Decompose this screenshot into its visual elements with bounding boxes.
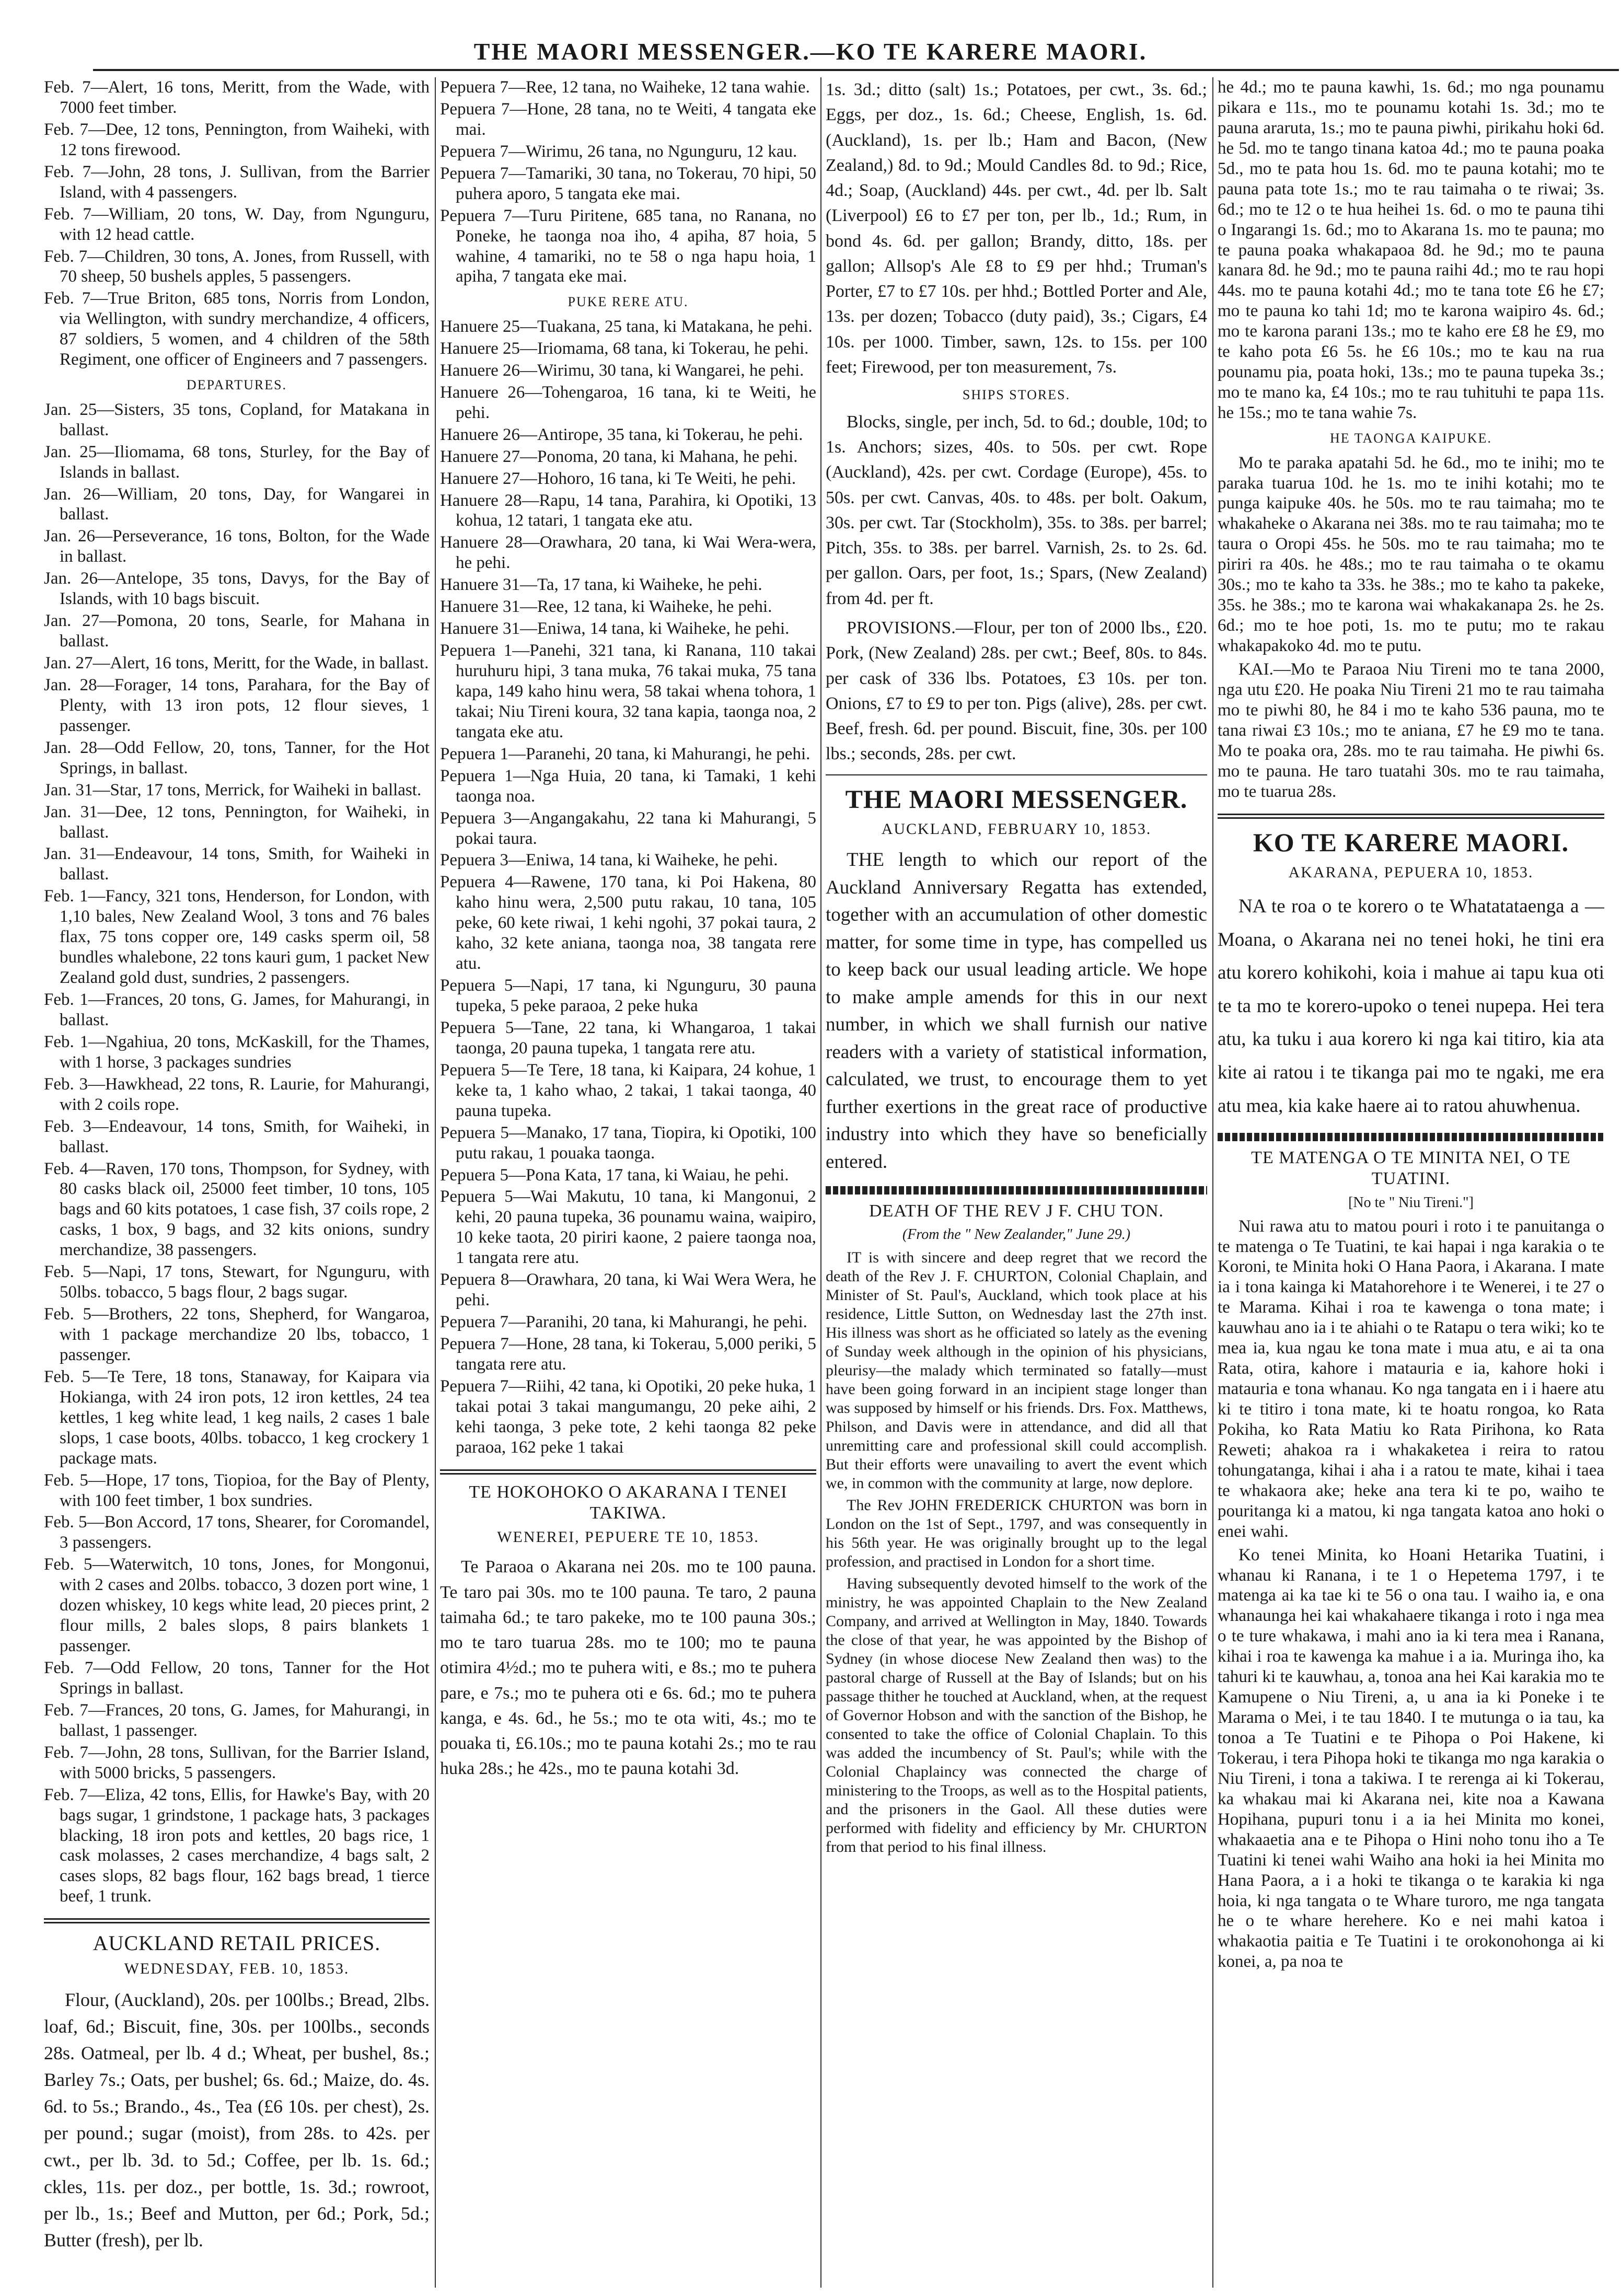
shipping-entry: Hanuere 28—Rapu, 14 tana, Parahira, ki Opotiki, 13 kohua, 12 tatari, 1 tangata eke atu. [440, 491, 816, 530]
arrivals-list-maori [440, 77, 816, 287]
shipping-entry: Feb. 7—Dee, 12 tons, Pennington, from Waiheki, with 12 tons firewood. [44, 120, 430, 159]
running-head [0, 0, 1621, 63]
departures-list [44, 400, 430, 1907]
obituary-source-maori: [No te " Niu Tireni."] [1348, 1194, 1474, 1211]
shipping-entry: Feb. 5—Waterwitch, 10 tons, Jones, for Mongonui, with 2 cases and 20lbs. tobacco, 3 dozen port wine, 1 dozen whiskey, 10 kegs white lead, 20 pieces print, 2 flour mills, 2 bales slops, 8 pairs blankets 1 passenger. [44, 1555, 430, 1656]
shipping-entry: Hanuere 28—Orawhara, 20 tana, ki Wai Wera-wera, he pehi. [440, 533, 816, 573]
shipping-entry: Jan. 26—William, 20 tons, Day, for Wangarei in ballast. [44, 484, 430, 524]
shipping-entry: Jan. 27—Pomona, 20 tons, Searle, for Mahana in ballast. [44, 611, 430, 651]
departures-list-maori [440, 317, 816, 1458]
shipping-entry: Feb. 1—Fancy, 321 tons, Henderson, for London, with 1,10 bales, New Zealand Wool, 3 tons and 76 bales flax, 75 tons copper ore, 149 casks sperm oil, 58 bundles whalebone, 22 tons kauri gum, 1 packet New Zealand gold dust, sundries, 2 passengers. [44, 887, 430, 988]
shipping-entry: Jan. 28—Forager, 14 tons, Parahara, for the Bay of Plenty, with 13 iron pots, 12 flour sieves, 1 passenger. [44, 675, 430, 735]
shipping-entry: Hanuere 25—Iriomama, 68 tana, ki Tokerau, he pehi. [440, 339, 809, 358]
shipping-entry: Pepuera 5—Manako, 17 tana, Tiopira, ki Opotiki, 100 putu rakau, 1 pouaka taonga. [440, 1123, 816, 1163]
shipping-entry: Hanuere 25—Tuakana, 25 tana, ki Matakana, he pehi. [440, 317, 813, 337]
dateline-maori: AKARANA, PEPUERA 10, 1853. [1288, 863, 1534, 881]
header-rule [93, 69, 1619, 71]
ships-stores-text: Blocks, single, per inch, 5d. to 6d.; double, 10d; to 1s. Anchors; sizes, 40s. to 50s. per cwt. Rope (Auckland), 42s. per cwt. Cordage (Europe), 45s. to 50s. per cwt. Canvas, 40s. to 48s. per bolt. Oakum, 30s. per cwt. Tar (Stockholm), 35s. to 38s. per barrel; Pitch, 35s. to 38s. per barrel. Varnish, 2s. to 2s. 6d. per gallon. Oars, per foot, 1s.; Spars, (New Zealand) from 4d. per ft. [826, 412, 1207, 608]
shipping-entry: Feb. 7—Children, 30 tons, A. Jones, from Russell, with 70 sheep, 50 bushels apples, 5 passengers. [44, 247, 430, 286]
section-rule [440, 1469, 816, 1475]
shipping-entry: Pepuera 5—Wai Makutu, 10 tana, ki Mangonui, 2 kehi, 20 pauna tupeka, 36 pounamu waina, waipiro, 10 keke taota, 20 piriri kaone, 2 paiere taonga noa, 1 tangata rere atu. [440, 1187, 816, 1268]
shipping-entry: Pepuera 7—Paranihi, 20 tana, ki Mahurangi, he pehi. [440, 1313, 807, 1332]
shipping-entry: Jan. 25—Sisters, 35 tons, Copland, for Matakana in ballast. [44, 400, 430, 439]
departures-heading: DEPARTURES. [186, 377, 287, 393]
shipping-entry: Hanuere 31—Eniwa, 14 tana, ki Waiheke, he pehi. [440, 619, 790, 639]
shipping-entry: Feb. 7—Eliza, 42 tons, Ellis, for Hawke's Bay, with 20 bags sugar, 1 grindstone, 1 package hats, 3 packages blacking, 18 iron pots and kettles, 20 bags rice, 1 cask molasses, 2 cases merchandize, 4 bags salt, 2 cases slops, 82 bags flour, 162 bags bread, 1 tierce beef, 1 trunk. [44, 1785, 430, 1906]
shipping-entry: Pepuera 1—Nga Huia, 20 tana, ki Tamaki, 1 kehi taonga noa. [440, 766, 816, 806]
section-rule [826, 774, 1207, 775]
column-divider [1212, 77, 1213, 2288]
shipping-entry: Pepuera 7—Wirimu, 26 tana, no Ngunguru, 12 kau. [440, 142, 797, 161]
departures-heading-maori: PUKE RERE ATU. [568, 294, 689, 310]
shipping-entry: Feb. 7—Odd Fellow, 20 tons, Tanner for the Hot Springs in ballast. [44, 1659, 430, 1698]
shipping-entry: Feb. 7—True Briton, 685 tons, Norris from London, via Wellington, with sundry merchandize, 4 officers, 87 soldiers, 5 women, and 4 children of the 58th Regiment, one officer of Engineers and 7 passengers. [44, 289, 430, 369]
ships-stores-heading: SHIPS STORES. [962, 387, 1071, 403]
masthead-english: THE MAORI MESSENGER. [845, 784, 1188, 814]
shipping-entry: Jan. 31—Star, 17 tons, Merrick, for Waiheki in ballast. [44, 780, 422, 799]
shipping-entry: Feb. 1—Frances, 20 tons, G. James, for Mahurangi, in ballast. [44, 990, 430, 1029]
shipping-entry: Pepuera 7—Turu Piritene, 685 tana, no Ranana, no Poneke, he taonga noa iho, 4 apiha, 87 hoia, 5 wahine, 4 tamariki, no te 58 o nga hapu hoia, 1 apiha, 7 tangata eke mai. [440, 206, 816, 286]
shipping-entry: Hanuere 31—Ree, 12 tana, ki Waiheke, he pehi. [440, 597, 772, 617]
shipping-entry: Feb. 5—Te Tere, 18 tons, Stanaway, for Kaipara via Hokianga, with 24 iron pots, 12 iron kettles, 24 tea kettles, 1 keg white lead, 1 keg nails, 2 cases 1 bale slops, 1 case boots, 40lbs. tobacco, 1 keg crockery 1 package mats. [44, 1367, 430, 1468]
obituary-paragraph: Nui rawa atu to matou pouri i roto i te panuitanga o te matenga o Te Tuatini, te kai hapai i nga karakia o te Koroni, te Minita hoki O Hana Paora, i Akarana. I mate ia i tona kainga ki Matahorehore i te Wenerei, i te 27 o te Marama. Kihai i roa te kawenga o tona mate; i kauwhau ano ia i te ahiahi o te Ratapu o tera wiki; ko te mea ia, kua ngau ke tona mate i mua atu, e ai ta ona Rata, otira, kahore i matauria e ia, kahore hoki i matauria e tona whanau. Ko nga tangata en i i haere atu ki te titiro i tona mate, ki te hoatu rongoa, ko Rata Pokiha, ko Rata Matiu ko Rata Pirihona, ko Rata Reweti; ahakoa ra i whakaketea i reira to ratou tohungatanga, kihai i aha i a ratou te mate, kihai i taea te whakaora ake; heke ana tera ki te po, waiho te pouritanga ki a matou, ki nga tangata katoa ano hoki o enei wahi. [1218, 1216, 1604, 1541]
retail-prices-continued-maori: he 4d.; mo te pauna kawhi, 1s. 6d.; mo nga pounamu pikara e 11s., mo te pounamu kotahi 1s. 3d.; mo te pauna araruta, 1s.; mo te pauna piwhi, pirikahu hoki 6d. he 5d. mo te tango tinana katoa 4d.; mo te pauna poaka 5d., mo te pata hou 1s. 6d. mo te pauna kotahi; mo te pauna pata tote 1s.; mo te rau taimaha o te riwai; 3s. 6d.; mo te 12 o te hua heihei 1s. 6d. o mo te pauna tihi o Ingarangi 1s. 6d.; mo to Akarana 1s. mo te pauna; mo te pauna poaka whakapaoa 8d. he 9d.; mo te pauna kanara 8d. he 9d.; mo te pauna raihi 4d.; mo te rau hopi 44s. mo te pauna kotahi 4d.; mo te tana tote £6 he £7; mo te pauna ko tahi 1d; mo te karona waipiro 4s. 6d.; mo te karona parani 13s.; mo te kaho ere £8 he £9, mo te kaho pota £6 5s. he £6 10s.; mo te kau na rua pounamu pia, poata hoki, 13s.; mo te pauna tupeka 3s.; mo te mano ka, £4 10s.; mo te rau tuhituhi te papa 11s. he 15s.; mo te tana wahie 7s. [1218, 78, 1604, 422]
editorial-maori: NA te roa o te korero o te Whatatataenga a — Moana, o Akarana nei no tenei hoki, he tini era atu korero kohikohi, koia i mahue ai tapu kua oti te ta mo te korero-upoko o tenei nupepa. Hei tera atu, ka tuku i aua korero ki nga kai titiro, kia ata kite ai ratou i te tikanga pai mo te ngaki, me era atu mea, kia kake haere ai to ratou ahuwhenua. [1218, 895, 1604, 1117]
provisions-text-maori: KAI.—Mo te Paraoa Niu Tireni mo te tana 2000, nga utu £20. He poaka Niu Tireni 21 mo te rau taimaha mo te piwhi 80, he 84 i mo te kaho 536 pauna, mo te tana riwai £3 10s.; mo te aniana, £7 he £9 mo te tana. Mo te poaka ora, 28s. mo te rau taimaha. He piwhi 6s. mo te pauna. He taro tuatahi 30s. mo te rau taimaha, mo te tuarua 28s. [1218, 659, 1604, 801]
column-divider [820, 77, 821, 2288]
column-1 [44, 77, 430, 2288]
column-2 [440, 77, 816, 2288]
shipping-entry: Jan. 26—Perseverance, 16 tons, Bolton, for the Wade in ballast. [44, 527, 430, 566]
shipping-entry: Hanuere 27—Hohoro, 16 tana, ki Te Weiti, he pehi. [440, 469, 796, 488]
column-3 [826, 77, 1207, 2288]
shipping-entry: Jan. 26—Antelope, 35 tons, Davys, for the Bay of Islands, with 10 bags biscuit. [44, 569, 430, 609]
provisions-text: PROVISIONS.—Flour, per ton of 2000 lbs., £20. Pork, (New Zealand) 28s. per cwt.; Beef, 80s. to 84s. per cask of 336 lbs. Potatoes, £3 10s. per ton. Onions, £7 to £9 to per ton. Pigs (alive), 28s. per cwt. Beef, fresh. 6d. per pound. Biscuit, fine, 30s. per 100 lbs.; seconds, 28s. per cwt. [826, 618, 1207, 764]
shipping-entry: Hanuere 31—Ta, 17 tana, ki Waiheke, he pehi. [440, 575, 762, 595]
shipping-entry: Pepuera 5—Te Tere, 18 tana, ki Kaipara, 24 kohue, 1 keke ta, 1 kaho whao, 2 takai, 1 takai taonga, 40 pauna tupeka. [440, 1060, 816, 1120]
obituary-paragraph: The Rev JOHN FREDERICK CHURTON was born in London on the 1st of Sept., 1797, and was consequently in his 56th year. He was originally brought up to the legal profession, and practised in London for a short time. [826, 1497, 1207, 1571]
dateline-english: AUCKLAND, FEBRUARY 10, 1853. [881, 820, 1152, 838]
retail-prices-title-maori: TE HOKOHOKO O AKARANA I TENEI TAKIWA. [469, 1482, 788, 1523]
shipping-entry: Jan. 31—Endeavour, 14 tons, Smith, for Waiheki in ballast. [44, 844, 430, 884]
shipping-entry: Pepuera 4—Rawene, 170 tana, ki Poi Hakena, 80 kaho hinu wera, 2,500 putu rakau, 10 tana, 105 peke, 60 kete riwai, 1 kehi ngohi, 37 pokai taura, 2 kaho, 32 kete aniana, taonga noa, 38 tangata rere atu. [440, 873, 816, 973]
shipping-entry: Feb. 5—Bon Accord, 17 tons, Shearer, for Coromandel, 3 passengers. [44, 1513, 430, 1552]
shipping-entry: Pepuera 7—Hone, 28 tana, no te Weiti, 4 tangata eke mai. [440, 99, 816, 139]
shipping-entry: Feb. 3—Hawkhead, 22 tons, R. Laurie, for Mahurangi, with 2 coils rope. [44, 1074, 430, 1114]
shipping-entry: Jan. 28—Odd Fellow, 20, tons, Tanner, for the Hot Springs, in ballast. [44, 738, 430, 778]
obituary-paragraph: Ko tenei Minita, ko Hoani Hetarika Tuatini, i whanau ki Ranana, i te 1 o Hepetema 1797, i te matenga ai ka tae ki te 56 o ona tau. I waiho ia, e ona whanaunga hei kai whakahaere tikanga i roto i nga mea o te ture whakawa, i mahi ano ia ki tera mea i Ranana, kihai i roa te kawenga ka mahue i a ia. Muringa iho, ka tahuri ki te kauwhau, a, tonoa ana hei Kai karakia mo te Kamupene o Niu Tireni, a, u ana ia ki Poneke i te Marama o Mei, i te tau 1840. I te mutunga o ia tau, ka tonoa a Te Tuatini e te Pihopa o Poi Hakene, ki Tokerau, i tera Pihopa hoki te tikanga mo nga karakia o Niu Tireni, i tona a takiwa. I te rerenga ai ki Tokerau, ka whakau mai ki Akarana nei, kite noa a Kawana Hopihana, pupuri tonu i a ia hei Minita mo konei, whakaaetia ana e te Pihopa o Hini noho tonu iho a Te Tuatini ki tenei wahi Waiho ana hoki ia hei Minita mo Hana Paora, a i a hoki te tikanga o te karakia ki nga hoia, ki nga tangata o te Whare turoro, me nga tangata he o te whare herehere. Ko e nei mahi katoa i whakaotia paitia e Te Tuatini i te orokonohonga ai ki konei, a, pa noa te [1218, 1545, 1604, 1972]
column-4 [1218, 77, 1604, 2288]
ships-stores-text-maori: Mo te paraka apatahi 5d. he 6d., mo te inihi; mo te paraka tuarua 10d. he 1s. mo te inihi kotahi; mo te punga kaipuke 40s. he 50s. mo te rau taimaha; mo te whakaheke o Akarana nei 38s. mo te rau taimaha; mo te taura o Oropi 45s. he 50s. mo te rau taimaha; mo te piriri ra 40s. he 48s.; mo te rau taimaha o te okamu 30s.; mo te kaho ta 33s. he 38s.; mo te kaho ta pakeke, 35s. he 38s.; mo te karona wai whakakanapa 2s. he 2s. 6d.; mo te hoe poti, 1s. mo te putu; mo te rakau whakapakoko 4d. mo te putu. [1218, 453, 1604, 656]
shipping-entry: Feb. 5—Hope, 17 tons, Tiopioa, for the Bay of Plenty, with 100 feet timber, 1 box sundries. [44, 1470, 430, 1510]
shipping-entry: Jan. 27—Alert, 16 tons, Meritt, for the Wade, in ballast. [44, 654, 429, 673]
shipping-entry: Pepuera 5—Napi, 17 tana, ki Ngunguru, 30 pauna tupeka, 5 peke paraoa, 2 peke huka [440, 976, 816, 1016]
obituary-source-english: (From the " New Zealander," June 29.) [902, 1226, 1131, 1243]
retail-prices-date: WEDNESDAY, FEB. 10, 1853. [124, 1960, 350, 1978]
running-head-text: THE MAORI MESSENGER.—KO TE KARERE MAORI. [473, 38, 1148, 65]
shipping-entry: Pepuera 7—Ree, 12 tana, no Waiheke, 12 tana wahie. [440, 78, 810, 97]
obituary-heading-maori: TE MATENGA O TE MINITA NEI, O TE TUATINI. [1251, 1148, 1571, 1189]
shipping-entry: Feb. 5—Brothers, 22 tons, Shepherd, for Wangaroa, with 1 package merchandize 20 lbs, tobacco, 1 passenger. [44, 1305, 430, 1364]
retail-prices-continued: 1s. 3d.; ditto (salt) 1s.; Potatoes, per cwt., 3s. 6d.; Eggs, per doz., 1s. 6d.; Cheese, English, 1s. 6d. (Auckland), 1s. per lb.; Ham and Bacon, (New Zealand,) 8d. to 9d.; Mould Candles 8d. to 9d.; Rice, 4d.; Soap, (Auckland) 44s. per cwt., 4d. per lb. Salt (Liverpool) £6 to £7 per ton, per lb., 1d.; Rum, in bond 4s. 6d. per gallon; Brandy, ditto, 18s. per gallon; Allsop's Ale £8 to £9 per hhd.; Truman's Porter, £7 to £7 10s. per hhd.; Bottled Porter and Ale, 13s. per dozen; Tobacco (duty paid), 3s.; Cigars, £4 10s. per 1000. Timber, sawn, 12s. to 15s. per 100 feet; Firewood, per ton measurement, 7s. [826, 80, 1207, 377]
shipping-entry: Pepuera 7—Hone, 28 tana, ki Tokerau, 5,000 periki, 5 tangata rere atu. [440, 1335, 816, 1374]
shipping-entry: Pepuera 1—Paranehi, 20 tana, ki Mahurangi, he pehi. [440, 744, 810, 763]
shipping-entry: Jan. 25—Iliomama, 68 tons, Sturley, for the Bay of Islands in ballast. [44, 442, 430, 482]
shipping-entry: Feb. 7—William, 20 tons, W. Day, from Ngunguru, with 12 head cattle. [44, 204, 430, 244]
shipping-entry: Feb. 3—Endeavour, 14 tons, Smith, for Waiheki, in ballast. [44, 1117, 430, 1156]
shipping-entry: Jan. 31—Dee, 12 tons, Pennington, for Waiheki, in ballast. [44, 802, 430, 842]
shipping-entry: Pepuera 7—Tamariki, 30 tana, no Tokerau, 70 hipi, 50 puhera aporo, 5 tangata eke mai. [440, 164, 816, 203]
section-rule [44, 1918, 430, 1923]
shipping-entry: Pepuera 1—Panehi, 321 tana, ki Ranana, 110 takai huruhuru hipi, 3 tana muka, 76 takai muka, 75 tana kapa, 149 kaho hinu wera, 58 takai whena tohora, 1 takai; Niu Tireni koura, 32 tana kapia, taonga noa, 2 tangata eke atu. [440, 641, 816, 741]
shipping-entry: Hanuere 26—Antirope, 35 tana, ki Tokerau, he pehi. [440, 425, 803, 444]
obituary-heading-english: DEATH OF THE REV J F. CHU TON. [869, 1201, 1164, 1221]
shipping-entry: Pepuera 3—Angangakahu, 22 tana ki Mahurangi, 5 pokai taura. [440, 808, 816, 848]
shipping-entry: Feb. 4—Raven, 170 tons, Thompson, for Sydney, with 80 casks black oil, 25000 feet timber, 10 tons, 105 bags and 60 kits potatoes, 1 case fish, 37 coils rope, 2 casks, 1 box, 9 bags, and 32 kits onions, sundry merchandize, 38 passengers. [44, 1159, 430, 1260]
shipping-entry: Pepuera 5—Pona Kata, 17 tana, ki Waiau, he pehi. [440, 1165, 789, 1185]
shipping-entry: Pepuera 5—Tane, 22 tana, ki Whangaroa, 1 takai taonga, 20 pauna tupeka, 1 tangata rere atu. [440, 1018, 816, 1058]
shipping-entry: Feb. 7—John, 28 tons, J. Sullivan, from the Barrier Island, with 4 passengers. [44, 162, 430, 202]
ships-stores-heading-maori: HE TAONGA KAIPUKE. [1329, 430, 1492, 446]
section-rule [1218, 814, 1604, 819]
shipping-entry: Hanuere 27—Ponoma, 20 tana, ki Mahana, he pehi. [440, 447, 798, 466]
shipping-entry: Feb. 7—Frances, 20 tons, G. James, for Mahurangi, in ballast, 1 passenger. [44, 1700, 430, 1740]
ornamental-rule [1218, 1133, 1604, 1141]
shipping-entry: Pepuera 3—Eniwa, 14 tana, ki Waiheke, he pehi. [440, 851, 778, 870]
shipping-entry: Pepuera 7—Riihi, 42 tana, ki Opotiki, 20 peke huka, 1 takai potai 3 takai mangumangu, 20 peke aihi, 2 kehi taonga, 3 peke tote, 2 kehi taonga 82 peke paraoa, 162 peke 1 takai [440, 1376, 816, 1457]
retail-prices-title: AUCKLAND RETAIL PRICES. [92, 1931, 381, 1955]
shipping-entry: Feb. 7—John, 28 tons, Sullivan, for the Barrier Island, with 5000 bricks, 5 passengers. [44, 1743, 430, 1782]
retail-prices-text: Flour, (Auckland), 20s. per 100lbs.; Bread, 2lbs. loaf, 6d.; Biscuit, fine, 30s. per 100lbs., seconds 28s. Oatmeal, per lb. 4 d.; Wheat, per bushel, 8s.; Barley 7s.; Oats, per bushel; 6s. 6d.; Maize, do. 4s. 6d. to 5s.; Brando., 4s., Tea (£6 10s. per chest), 2s. per pound.; sugar (moist), from 28s. to 42s. per cwt., per lb. 3d. to 5d.; Coffee, per lb. 1s. 6d.; ckles, 11s. per doz., per bottle, 1s. 3d.; rowroot, per lb., 1s.; Beef and Mutton, per 6d.; Pork, 5d.; Butter (fresh), per lb. [44, 1989, 430, 2251]
obituary-paragraph: IT is with sincere and deep regret that we record the death of the Rev J. F. CHURTON, Colonial Chaplain, and Minister of St. Paul's, Auckland, which took place at his residence, Little Sutton, on Wednesday last the 27th inst. His illness was short as he officiated so lately as the evening of Sunday week although in the opinion of his physicians, pleurisy—the malady which terminated so fatally—must have been going forward in an incipient stage longer than was supposed by himself or his friends. Drs. Fox. Matthews, Philson, and Davis were in attendance, and did all that unremitting care and professional skill could accomplish. But their efforts were unavailing to avert the event which we, in common with the community at large, now deplore. [826, 1249, 1207, 1492]
shipping-entry: Hanuere 26—Wirimu, 30 tana, ki Wangarei, he pehi. [440, 361, 804, 380]
editorial-english: THE length to which our report of the Auckland Anniversary Regatta has extended, together with an accumulation of other domestic matter, for some time in type, has compelled us to keep back our usual leading article. We hope to make ample amends for this in our next number, in which we shall furnish our native readers with a variety of statistical information, calculated, we trust, to encourage them to yet further exertions in the great race of productive industry into which they have so beneficially entered. [826, 849, 1207, 1173]
shipping-entry: Pepuera 8—Orawhara, 20 tana, ki Wai Wera Wera, he pehi. [440, 1270, 816, 1310]
obituary-paragraph: Having subsequently devoted himself to the work of the ministry, he was appointed Chaplain to the New Zealand Company, and arrived at Wellington in May, 1840. Towards the close of that year, he was appointed by the Bishop of Sydney (in whose diocese New Zealand then was) to the pastoral charge of Russell at the Bay of Islands; but on his passage thither he touched at Auckland, when, at the request of Governor Hobson and with the sanction of the Bishop, he consented to take the office of Colonial Chaplain. To this was added the incumbency of St. Paul's; while with the Colonial Chaplaincy was connected the charge of ministering to the Troops, as well as to the Hospital patients, and the prisoners in the Gaol. All these duties were performed with fidelity and efficiency by Mr. CHURTON from that period to his final illness. [826, 1575, 1207, 1856]
ornamental-rule [826, 1186, 1207, 1195]
retail-prices-text-maori: Te Paraoa o Akarana nei 20s. mo te 100 pauna. Te taro pai 30s. mo te 100 pauna. Te taro, 2 pauna taimaha 6d.; te taro pakeke, mo te 100 pauna 30s.; mo te taro tuarua 28s. mo te 100; mo te pauna otimira 4½d.; mo te puhera witi, e 8s.; mo te puhera pare, e 7s.; mo te puhera oti e 6s. 6d.; mo te puhera kanga, e 4s. 6d., he 5s.; mo te ota witi, 4s.; mo te pouaka ti, £6.10s.; mo te pauna kotahi 2s.; mo te rau huka 28s.; he 42s., mo te pauna kotahi 3d. [440, 1557, 816, 1779]
shipping-entry: Feb. 5—Napi, 17 tons, Stewart, for Ngunguru, with 50lbs. tobacco, 5 bags flour, 2 bags sugar. [44, 1262, 430, 1302]
arrivals-list [44, 77, 430, 370]
column-divider [435, 77, 436, 2288]
shipping-entry: Feb. 7—Alert, 16 tons, Meritt, from the Wade, with 7000 feet timber. [44, 78, 430, 117]
masthead-maori: KO TE KARERE MAORI. [1253, 827, 1569, 857]
shipping-entry: Feb. 1—Ngahiua, 20 tons, McKaskill, for the Thames, with 1 horse, 3 packages sundries [44, 1032, 430, 1072]
shipping-entry: Hanuere 26—Tohengaroa, 16 tana, ki te Weiti, he pehi. [440, 382, 816, 422]
retail-prices-date-maori: WENEREI, PEPUERE TE 10, 1853. [497, 1528, 759, 1546]
